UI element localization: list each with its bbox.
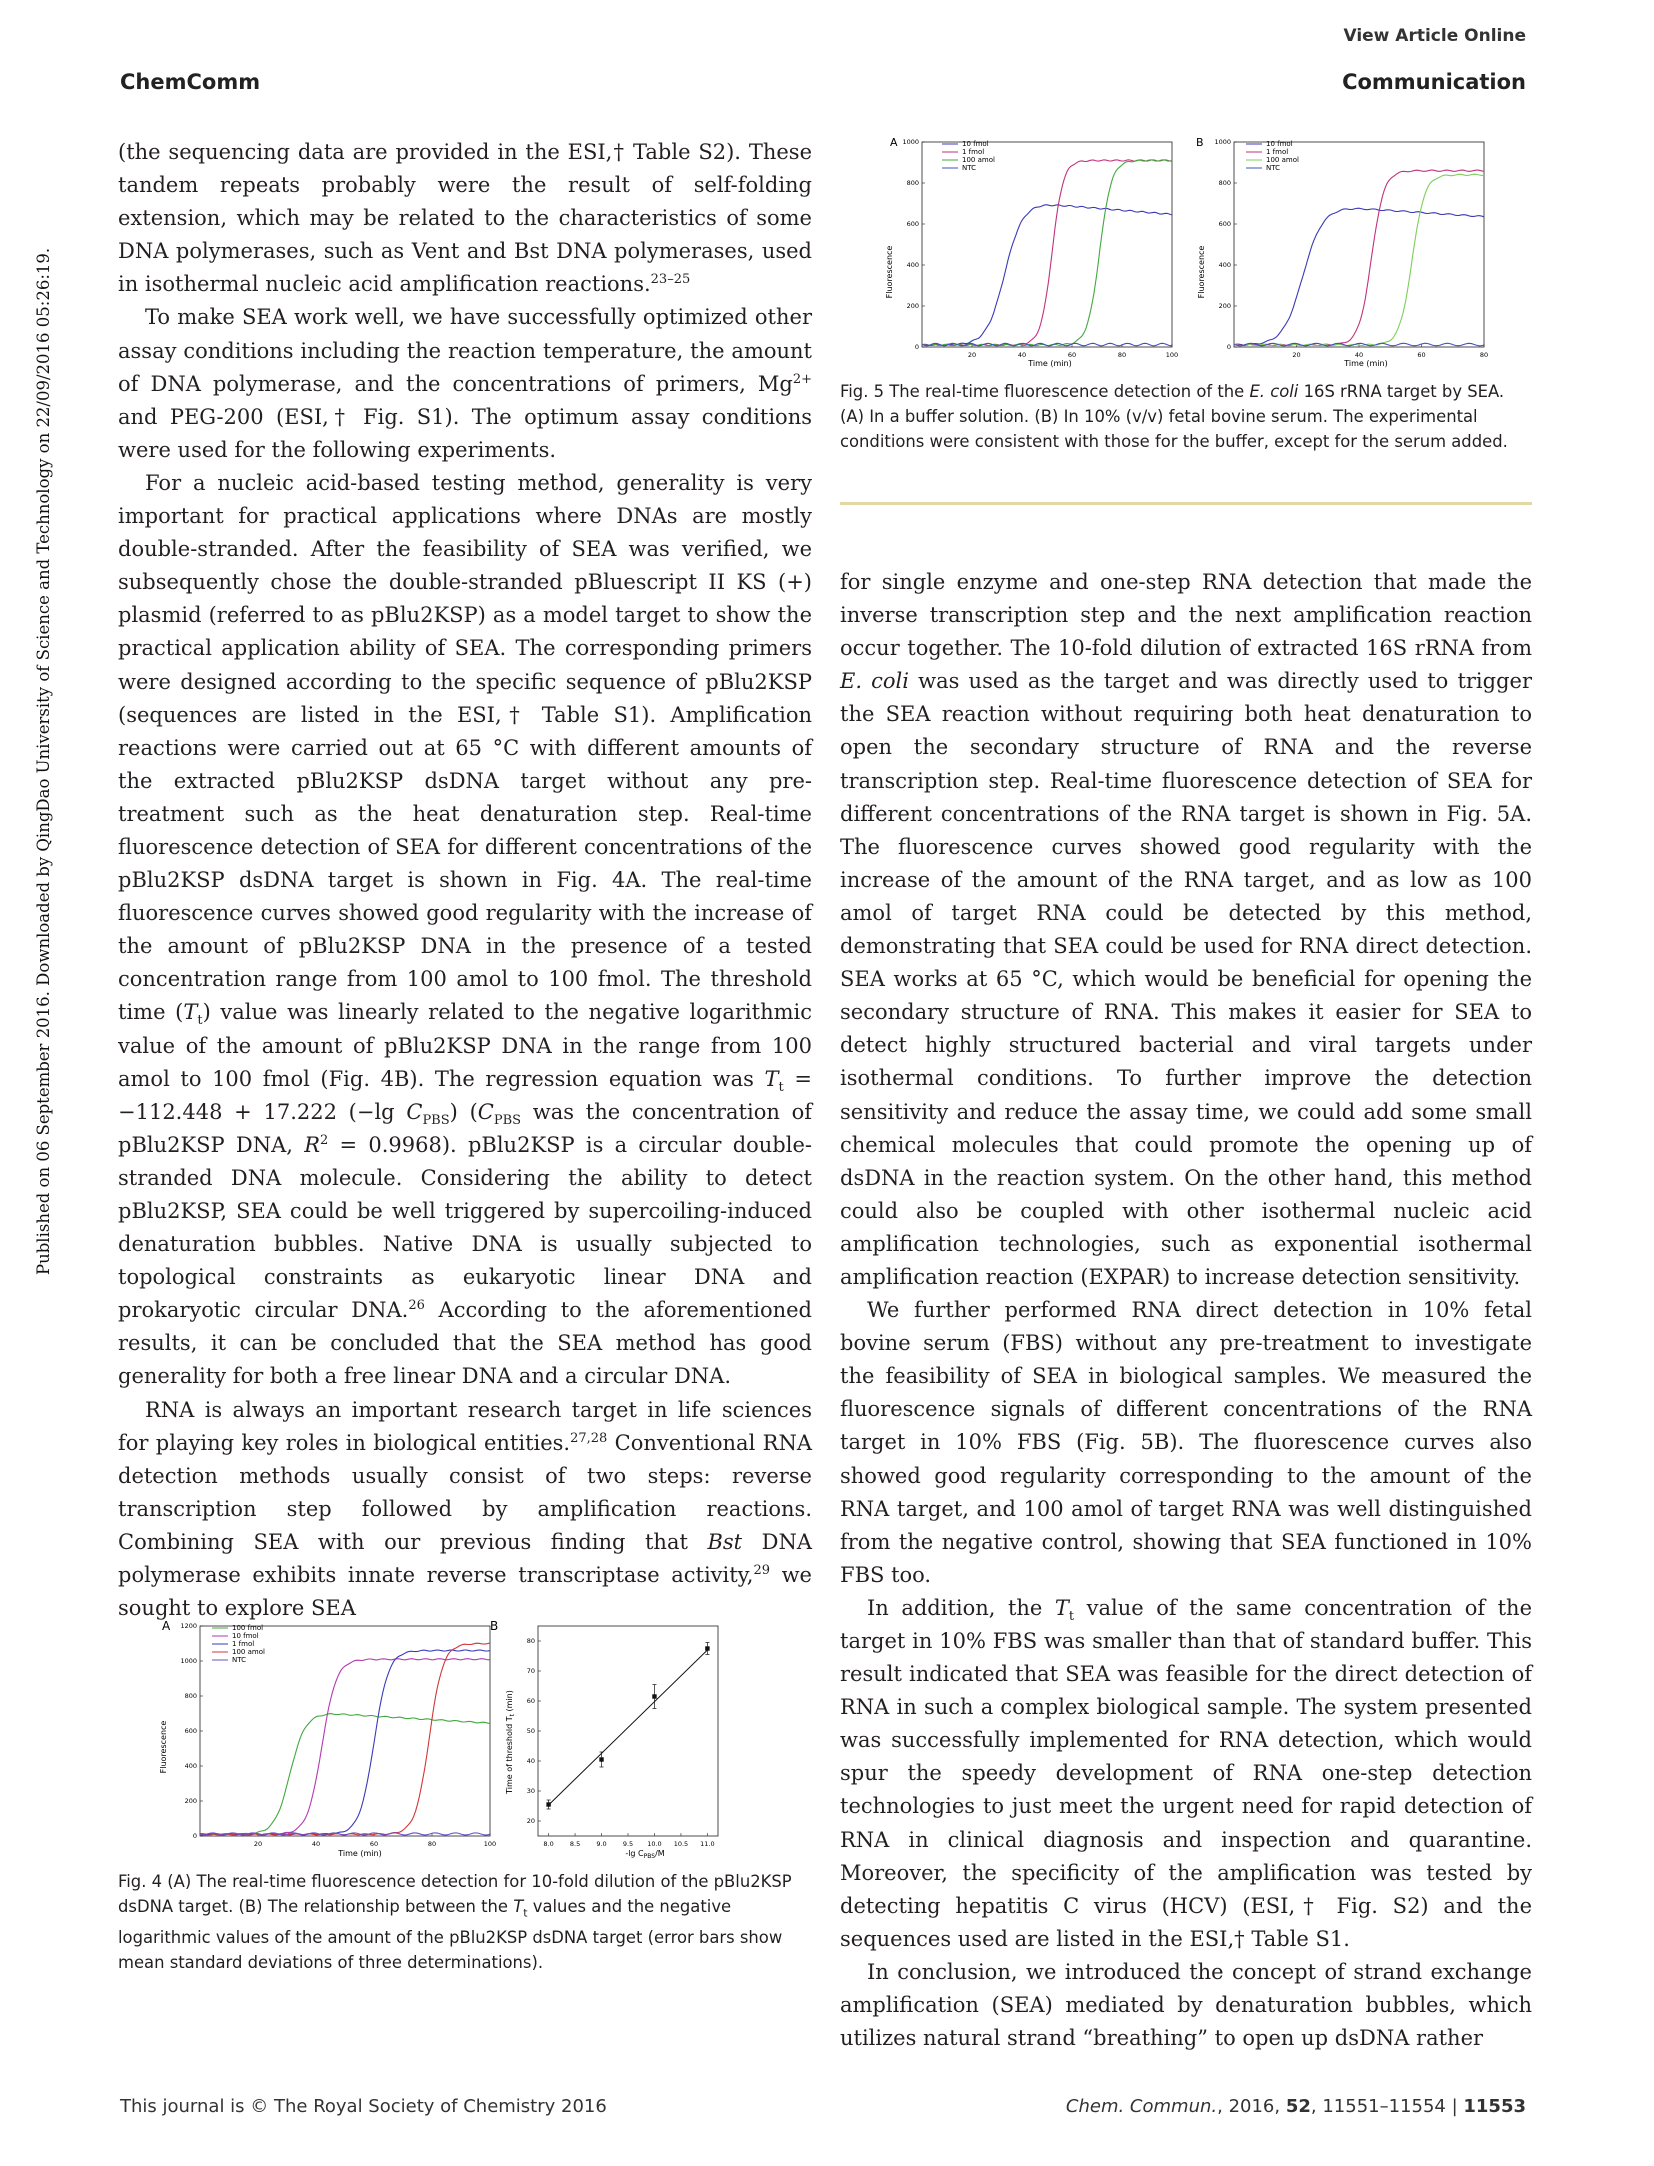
left-paragraph-1: (the sequencing data are provided in the ESI,† Table S2). These tandem repeats probably were the result of self-folding extension, which may be related to the characteristics of some DNA polymerases, such as Vent and Bst DNA polymerases, used in isothermal nucleic acid amplification reactions.$^{23-25}$ [118, 140, 812, 297]
fig4a-legend-2: 10 fmol [232, 1632, 259, 1640]
fig5A-ytick-label: 800 [906, 179, 919, 187]
fig4B-ytick-label: 70 [526, 1667, 535, 1675]
footer-copyright: This journal is © The Royal Society of Chemistry 2016 [120, 2096, 607, 2117]
fig4A-series-line [200, 1659, 490, 1835]
fig5B-ytick-label: 800 [1218, 179, 1231, 187]
fig4a-legend-1: 100 fmol [232, 1624, 264, 1632]
left-paragraph-3: For a nucleic acid-based testing method, generality is very important for practical applications where DNAs are mostly double-stranded. After the feasibility of SEA was verified, we subsequently chose the double-stranded pBluescript II KS (+) plasmid (referred to as pBlu2KSP) as a model target to show the practical application ability of SEA. The corresponding primers were designed according to the specific sequence of pBlu2KSP (sequences are listed in the ESI,† Table S1). Amplification reactions were carried out at 65 °C with different amounts of the extracted pBlu2KSP dsDNA target without any pre-treatment such as the heat denaturation step. Real-time fluorescence detection of SEA for different concentrations of the pBlu2KSP dsDNA target is shown in Fig. 4A. The real-time fluorescence curves showed good regularity with the increase of the amount of pBlu2KSP DNA in the presence of a tested concentration range from 100 amol to 100 fmol. The threshold time $(T_t)$ value was linearly related to the negative logarithmic value of the amount of pBlu2KSP DNA in the range from 100 amol to 100 fmol (Fig. 4B). The regression equation was $T_t = -112.448 + 17.222$ (−lg $C_{PBS}$) ($C_{PBS}$ was the concentration of pBlu2KSP DNA, $R^2 = 0.9968$). pBlu2KSP is a circular double-stranded DNA molecule. Considering the ability to detect pBlu2KSP, SEA could be well triggered by supercoiling-induced denaturation bubbles. Native DNA is usually subjected to topological constraints as eukaryotic linear DNA and prokaryotic circular DNA.$^{26}$ According to the aforementioned results, it can be concluded that the SEA method has good generality for both a free linear DNA and a circular DNA. [118, 470, 812, 1389]
fig4A-series-line [200, 1714, 490, 1835]
right-paragraph-3: In addition, the $T_t$ value of the same concentration of the target in 10% FBS was smaller than that of standard buffer. This result indicated that SEA was feasible for the direct detection of RNA in such a complex biological sample. The system presented was successfully implemented for RNA detection, which would spur the speedy development of RNA one-step detection technologies to just meet the urgent need for rapid detection of RNA in clinical diagnosis and inspection and quarantine. Moreover, the specificity of the amplification was tested by detecting hepatitis C virus (HCV) (ESI,† Fig. S2) and the sequences used are listed in the ESI,† Table S1. [840, 1595, 1533, 1951]
fig4A-xtick-label: 40 [311, 1840, 321, 1848]
fig5B-frame [1234, 142, 1484, 347]
fig4B-ytick-label: 30 [526, 1787, 535, 1795]
fig5B-xtick-label: 20 [1292, 351, 1301, 359]
fig5-panel-b [1196, 136, 1488, 368]
fig4B-ytick-label: 20 [526, 1817, 535, 1825]
fig5A-ytick-label: 600 [906, 220, 919, 228]
fig4B-point [599, 1757, 603, 1761]
fig5-caption: Fig. 5 The real-time fluorescence detection of the E. coli 16S rRNA target by SEA. (A) In a buffer solution. (B) In 10% (v/v) fetal bovine serum. The experimental conditions were consistent with those for the buffer, except for the serum added. [840, 382, 1508, 451]
fig4A-ytick-label: 0 [192, 1832, 197, 1840]
fig4A-ytick-label: 1000 [180, 1657, 197, 1665]
fig4b-plot [527, 1626, 718, 1848]
fig4B-point [705, 1646, 709, 1650]
fig4a-legend-3: 1 fmol [232, 1640, 255, 1648]
fig4a-ylabel: Fluorescence [159, 1720, 168, 1774]
fig4B-xtick-label: 8.0 [543, 1840, 554, 1848]
fig4B-frame [538, 1626, 718, 1836]
fig4a-legend-4: 100 amol [232, 1648, 265, 1656]
fig5-panel-b-label: B [1196, 136, 1204, 149]
right-paragraph-2: We further performed RNA direct detection in 10% fetal bovine serum (FBS) without any pre-treatment to investigate the feasibility of SEA in biological samples. We measured the fluorescence signals of different concentrations of the RNA target in 10% FBS (Fig. 5B). The fluorescence curves also showed good regularity corresponding to the amount of the RNA target, and 100 amol of target RNA was well distinguished from the negative control, showing that SEA functioned in 10% FBS too. [840, 1298, 1532, 1587]
fig5B-ytick-label: 1000 [1214, 138, 1231, 146]
fig4-panel-a-label: A [162, 1619, 171, 1633]
fig5b-legend-2: 1 fmol [1266, 148, 1289, 156]
fig4A-ytick-label: 600 [184, 1727, 197, 1735]
fig4B-xtick-label: 9.5 [622, 1840, 634, 1848]
fig5a-legend-1: 10 fmol [962, 140, 989, 148]
fig4a-xlabel: Time (min) [338, 1849, 382, 1858]
fig5A-series-line [922, 160, 1172, 346]
fig5A-series-line [922, 160, 1172, 346]
fig5A-xtick-label: 100 [1165, 351, 1179, 359]
fig4A-ytick-label: 200 [184, 1797, 197, 1805]
fig5a-plot [902, 138, 1178, 359]
fig5-rule [840, 502, 1532, 505]
fig5a-legend-4: NTC [962, 164, 976, 172]
fig5b-legend-1: 10 fmol [1266, 140, 1293, 148]
view-article-online-link[interactable]: View Article Online [1343, 26, 1526, 46]
left-paragraph-4: RNA is always an important research target in life sciences for playing key roles in biological entities.$^{27,28}$ Conventional RNA detection methods usually consist of two steps: reverse transcription step followed by amplification reactions. Combining SEA with our previous finding that Bst DNA polymerase exhibits innate reverse transcriptase activity,$^{29}$ we sought to explore SEA [118, 1397, 812, 1621]
footer-citation: Chem. Commun., 2016, 52, 11551–11554 | 11553 [1065, 2096, 1526, 2117]
fig4B-xtick-label: 10.0 [647, 1840, 662, 1848]
fig5b-xlabel: Time (min) [1344, 359, 1388, 368]
fig4A-xtick-label: 20 [253, 1840, 263, 1848]
right-paragraph-1: for single enzyme and one-step RNA detection that made the inverse transcription step and the next amplification reaction occur together. The 10-fold dilution of extracted 16S rRNA from E. coli was used as the target and was directly used to trigger the SEA reaction without requiring both heat denaturation to open the secondary structure of RNA and the reverse transcription step. Real-time fluorescence detection of SEA for different concentrations of the RNA target is shown in Fig. 5A. The fluorescence curves showed good regularity with the increase of the amount of the RNA target, and as low as 100 amol of target RNA could be detected by this method, demonstrating that SEA could be used for RNA direct detection. SEA works at 65 °C, which would be beneficial for opening the secondary structure of RNA. This makes it easier for SEA to detect highly structured bacterial and viral targets under isothermal conditions. To further improve the detection sensitivity and reduce the assay time, we could add some small chemical molecules that could promote the opening up of dsDNA in the reaction system. On the other hand, this method could also be coupled with other isothermal nucleic acid amplification technologies, such as exponential isothermal amplification reaction (EXPAR) to increase detection sensitivity. [840, 570, 1532, 1289]
fig4b-xlabel: -lg $C_{PBS}/M$ [625, 1849, 665, 1860]
figure-5-svg [880, 132, 1500, 372]
fig5B-ytick-label: 200 [1218, 302, 1231, 310]
fig5A-ytick-label: 1000 [902, 138, 919, 146]
figure-4-svg [150, 1612, 780, 1862]
fig4A-xtick-label: 60 [369, 1840, 379, 1848]
fig4a-legend-5: NTC [232, 1656, 246, 1664]
fig4A-ytick-label: 800 [184, 1692, 197, 1700]
fig4A-series-line [200, 1650, 490, 1835]
fig5b-plot [1214, 138, 1488, 359]
left-column [118, 136, 812, 1625]
fig5b-ylabel: Fluorescence [1197, 245, 1206, 299]
fig4B-point [652, 1694, 656, 1698]
fig4A-xtick-label: 80 [427, 1840, 437, 1848]
fig5B-series-line [1234, 174, 1484, 345]
figure-4 [150, 1612, 780, 1862]
fig5-panel-a [885, 136, 1178, 368]
fig5b-legend-4: NTC [1266, 164, 1280, 172]
fig5B-xtick-label: 60 [1417, 351, 1426, 359]
fig5B-xtick-label: 40 [1354, 351, 1364, 359]
fig5B-xtick-label: 80 [1479, 351, 1489, 359]
fig4b-ylabel: Time of threshold $T_t$ (min) [505, 1690, 516, 1794]
fig5B-ytick-label: 600 [1218, 220, 1231, 228]
fig4A-ytick-label: 1200 [180, 1622, 197, 1630]
fig5B-series-line [1234, 170, 1484, 346]
fig4-panel-b-label: B [490, 1619, 499, 1633]
fig4a-legend [212, 1624, 265, 1664]
fig4B-ytick-label: 40 [526, 1757, 535, 1765]
fig5A-frame [922, 142, 1172, 347]
fig5B-ytick-label: 0 [1226, 343, 1231, 351]
fig5A-ytick-label: 200 [906, 302, 919, 310]
fig4A-series-line [200, 1643, 490, 1835]
fig5A-xtick-label: 80 [1117, 351, 1127, 359]
fig4-caption: Fig. 4 (A) The real-time fluorescence detection for 10-fold dilution of the pBlu2KSP dsDNA target. (B) The relationship between the $T_t$ values and the negative logarithmic values of the amount of the pBlu2KSP dsDNA target (error bars show mean standard deviations of three determinations). [118, 1872, 792, 1972]
fig4B-ytick-label: 60 [526, 1697, 535, 1705]
fig4A-ytick-label: 400 [184, 1762, 197, 1770]
fig5b-legend [1246, 140, 1299, 172]
fig5a-ylabel: Fluorescence [885, 245, 894, 299]
fig5A-ytick-label: 0 [914, 343, 919, 351]
fig5a-legend [942, 140, 995, 172]
left-paragraph-2: To make SEA work well, we have successfully optimized other assay conditions including the reaction temperature, the amount of DNA polymerase, and the concentrations of primers, $Mg^{2+}$ and PEG-200 (ESI,† Fig. S1). The optimum assay conditions were used for the following experiments. [118, 305, 812, 462]
fig4-panel-b [490, 1619, 718, 1860]
fig4B-point [546, 1802, 550, 1806]
fig5A-ytick-label: 400 [906, 261, 919, 269]
fig4B-xtick-label: 11.0 [700, 1840, 715, 1848]
fig5A-xtick-label: 60 [1067, 351, 1077, 359]
section-name: Communication [1342, 70, 1526, 94]
figure-5 [880, 132, 1500, 372]
download-note-text: Published on 06 September 2016. Downloaded by QingDao University of Science and Technology on 22/09/2016 05:26:19. [34, 247, 53, 1275]
fig5-panel-a-label: A [890, 136, 898, 149]
fig4B-xtick-label: 8.5 [569, 1840, 581, 1848]
fig4A-xtick-label: 100 [483, 1840, 497, 1848]
fig5b-legend-3: 100 amol [1266, 156, 1299, 164]
right-paragraph-4: In conclusion, we introduced the concept of strand exchange amplification (SEA) mediated by denaturation bubbles, which utilizes natural strand “breathing” to open up dsDNA rather [840, 1959, 1532, 2051]
fig4B-ytick-label: 50 [526, 1727, 535, 1735]
fig5A-series-line [922, 205, 1172, 346]
fig4B-xtick-label: 9.0 [596, 1840, 607, 1848]
journal-name: ChemComm [120, 70, 261, 94]
right-column [840, 566, 1532, 2055]
fig5a-xlabel: Time (min) [1028, 359, 1072, 368]
fig4-panel-a [159, 1619, 499, 1858]
fig5a-legend-2: 1 fmol [962, 148, 985, 156]
fig4B-ytick-label: 80 [526, 1637, 535, 1645]
fig5A-xtick-label: 40 [1017, 351, 1027, 359]
fig5A-xtick-label: 20 [967, 351, 977, 359]
fig4B-fit-line [549, 1650, 708, 1805]
fig4a-plot [180, 1622, 496, 1848]
fig4B-xtick-label: 10.5 [673, 1840, 689, 1848]
fig5a-legend-3: 100 amol [962, 156, 995, 164]
fig5B-ytick-label: 400 [1218, 261, 1231, 269]
